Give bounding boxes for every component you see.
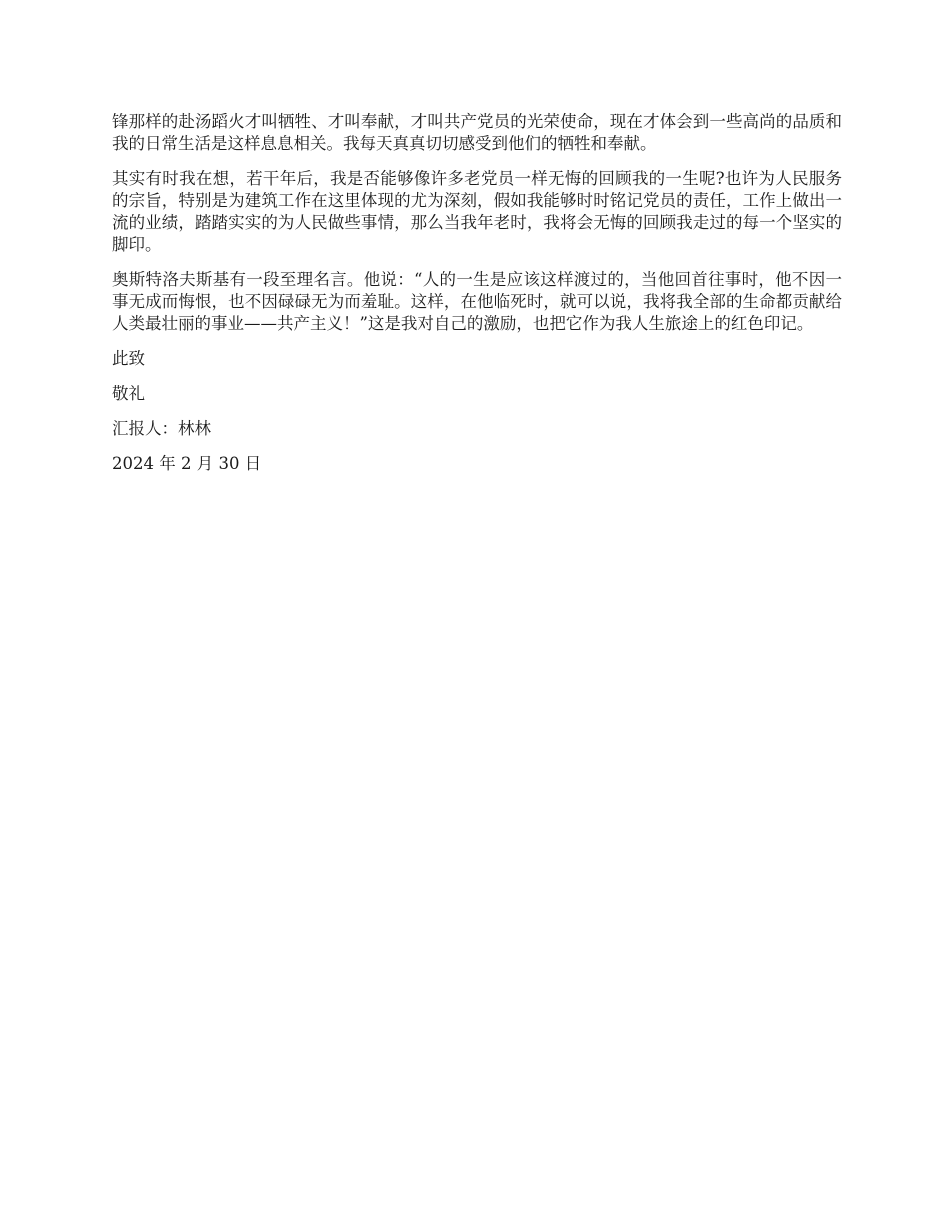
report-date: 2024 年 2 月 30 日: [112, 454, 262, 473]
document-page: [112, 111, 842, 488]
closing-regards: 敬礼: [112, 384, 145, 403]
body-paragraph-3: 奥斯特洛夫斯基有一段至理名言。他说：“人的一生是应该这样渡过的，当他回首往事时，他不因一事无成而悔恨，也不因碌碌无为而羞耻。这样，在他临死时，就可以说，我将我全部的生命都贡献给人类最壮丽的事业——共产主义！”这是我对自己的激励，也把它作为我人生旅途上的红色印记。: [112, 270, 842, 333]
body-paragraph-1: 锋那样的赴汤蹈火才叫牺牲、才叫奉献，才叫共产党员的光荣使命，现在才体会到一些高尚的品质和我的日常生活是这样息息相关。我每天真真切切感受到他们的牺牲和奉献。: [112, 112, 842, 153]
closing-salutation: 此致: [112, 349, 145, 368]
reporter-signature: 汇报人：林林: [112, 419, 211, 438]
body-paragraph-2: 其实有时我在想，若干年后，我是否能够像许多老党员一样无悔的回顾我的一生呢?也许为人民服务的宗旨，特别是为建筑工作在这里体现的尤为深刻，假如我能够时时铭记党员的责任，工作上做出一流的业绩，踏踏实实的为人民做些事情，那么当我年老时，我将会无悔的回顾我走过的每一个坚实的脚印。: [112, 169, 842, 254]
